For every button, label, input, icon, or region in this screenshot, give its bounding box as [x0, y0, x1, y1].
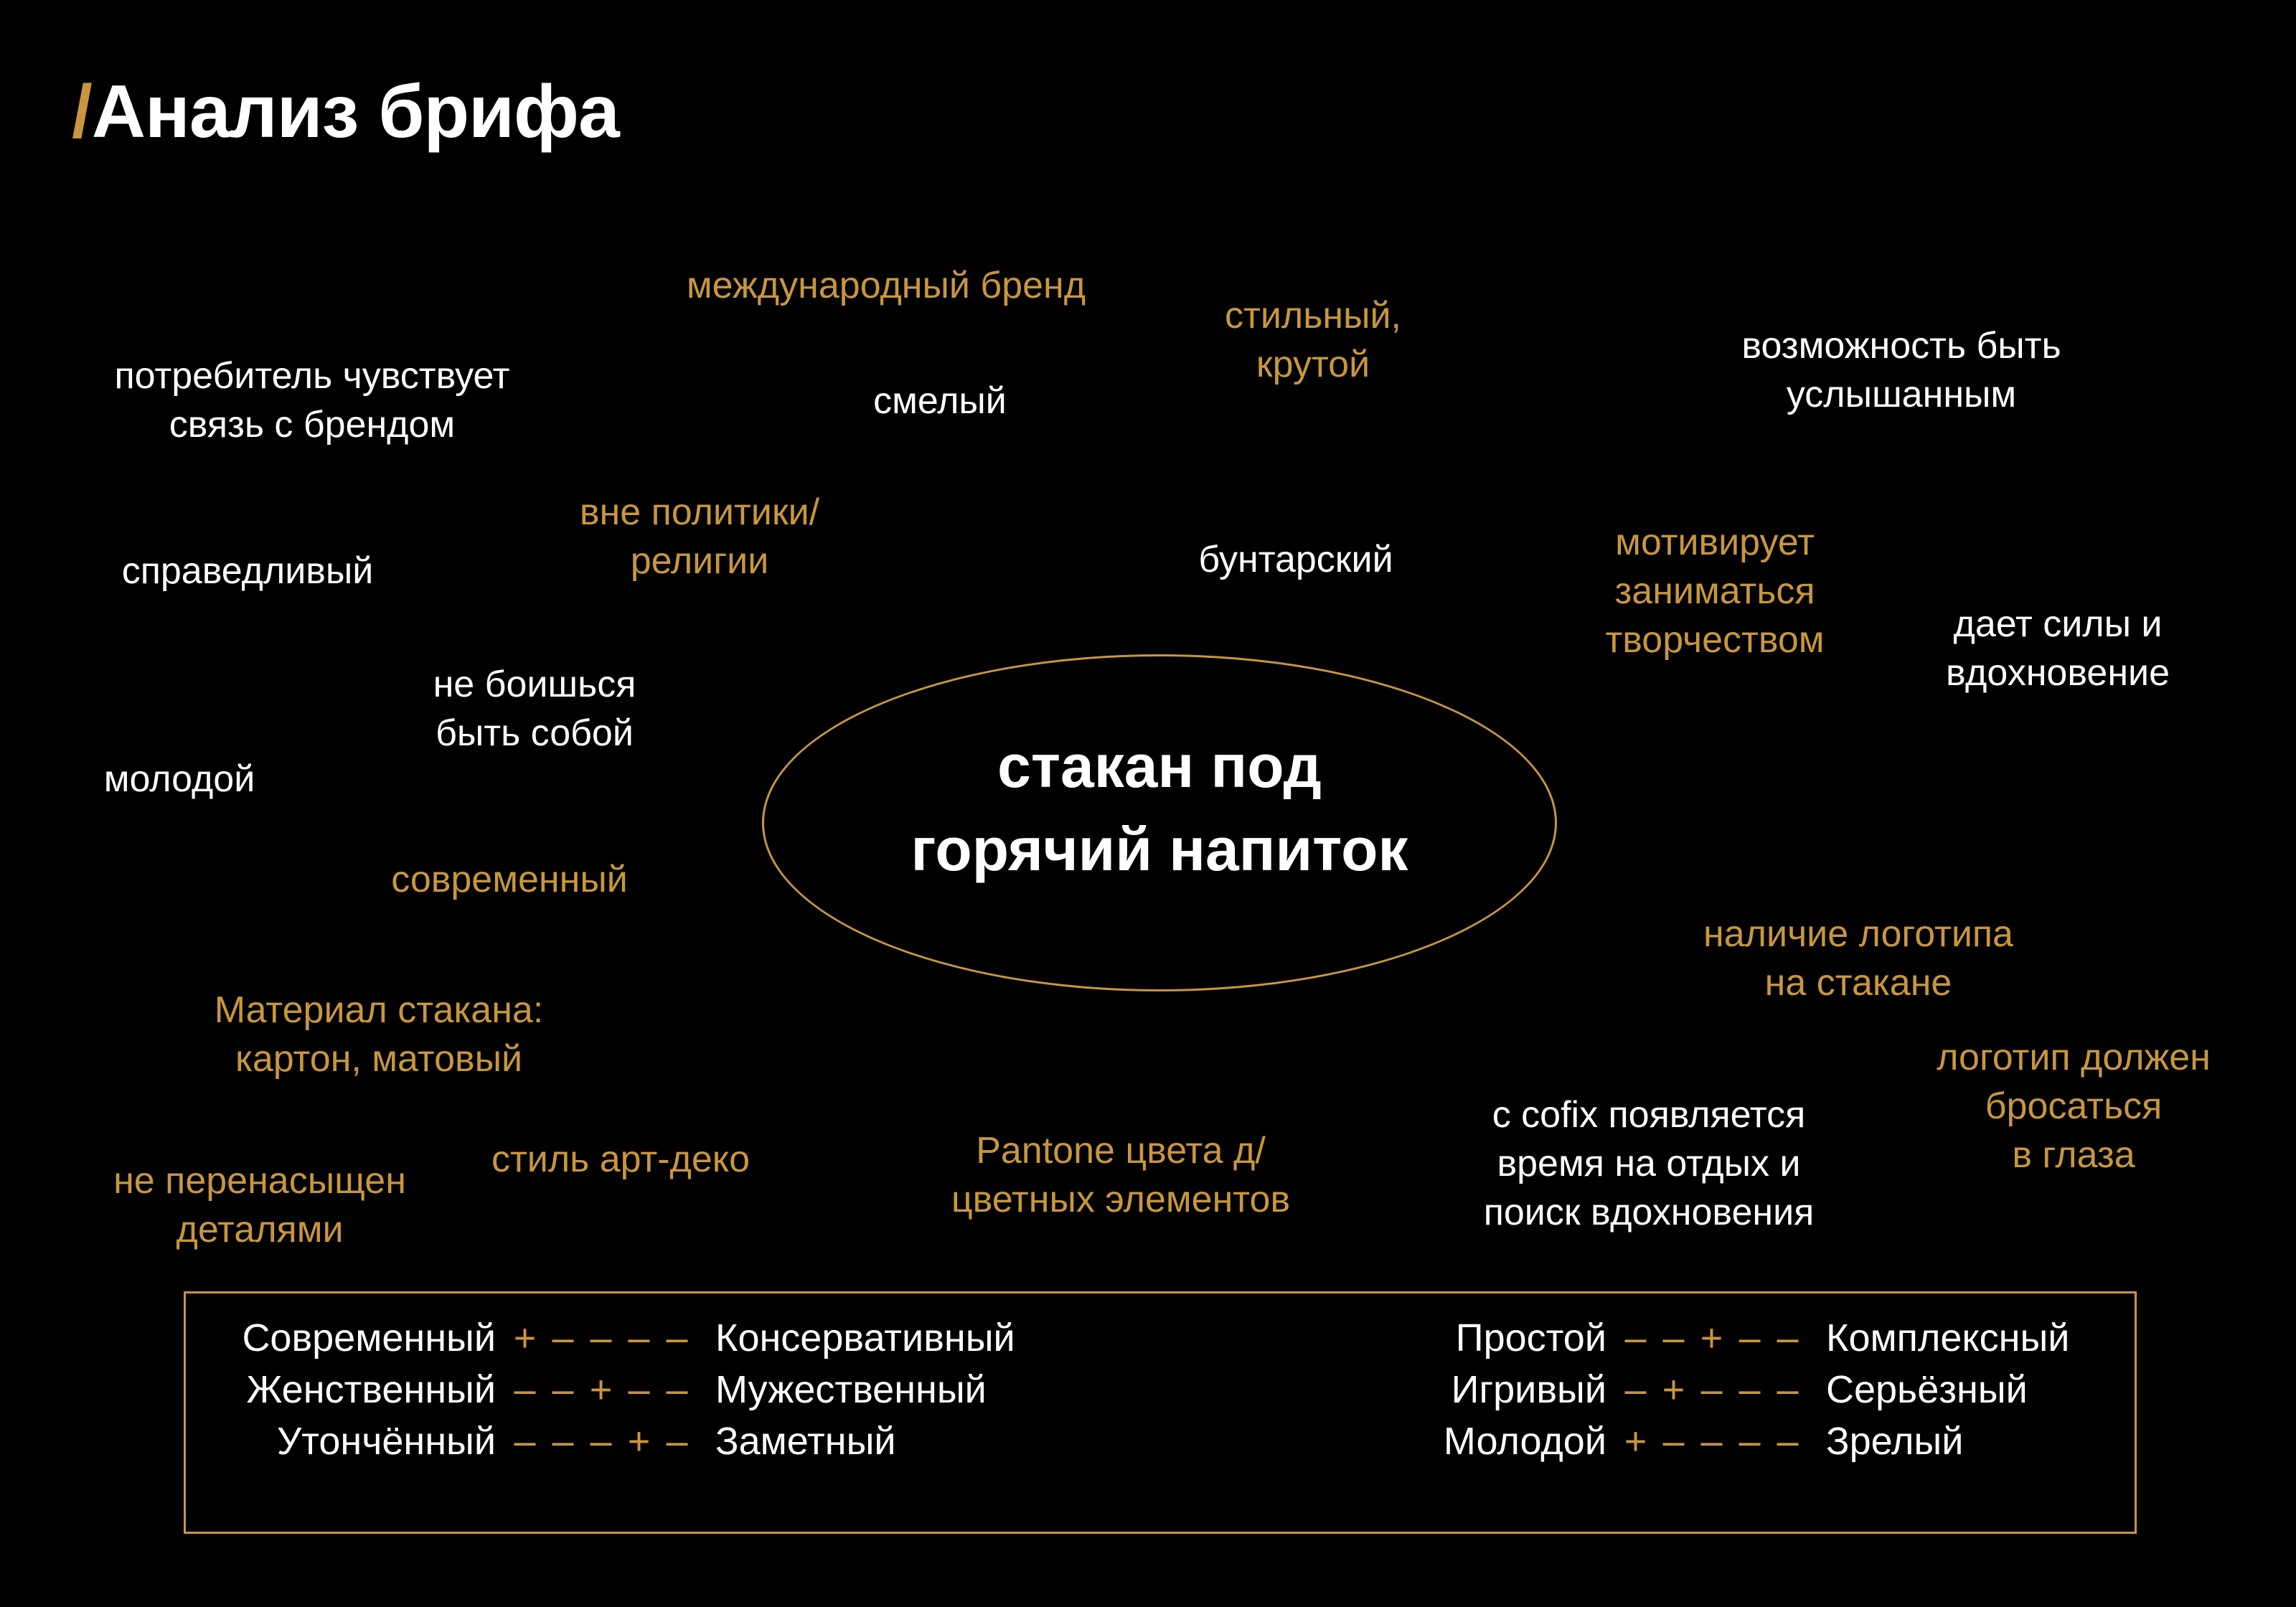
keyword-line: связь с брендом — [169, 404, 456, 446]
keyword — [580, 488, 819, 585]
keyword-line: возможность быть — [1741, 325, 2061, 367]
keyword-line: логотип должен — [1937, 1037, 2211, 1078]
scale-mark-selected: + — [513, 1316, 537, 1359]
scale-mark: – — [1777, 1316, 1799, 1359]
scale-left-label: Простой — [1455, 1316, 1606, 1359]
scale-mark: – — [1624, 1368, 1647, 1411]
keyword-line: время на отдых и — [1497, 1143, 1801, 1184]
title-slash: / — [72, 70, 92, 154]
keyword-line: международный бренд — [686, 265, 1086, 306]
scale-right-label: Комплексный — [1826, 1316, 2070, 1359]
scale-left-label: Женственный — [246, 1368, 496, 1411]
keyword-line: современный — [391, 859, 628, 900]
keyword — [113, 1156, 406, 1254]
keyword-line: наличие логотипа — [1703, 913, 2013, 955]
keyword-line: бросаться — [1985, 1085, 2163, 1127]
semantic-scales-box — [184, 1291, 2137, 1534]
keyword — [873, 377, 1007, 425]
scale-mark: – — [1624, 1316, 1647, 1359]
keyword-line: услышанным — [1786, 374, 2017, 415]
keyword — [122, 547, 374, 595]
keyword-line: потребитель чувствует — [114, 355, 510, 397]
scale-marks — [506, 1364, 696, 1415]
keyword-line: не боишься — [433, 664, 636, 705]
scale-mark-selected: + — [1624, 1420, 1647, 1463]
scale-mark: – — [1777, 1368, 1799, 1411]
scale-mark-selected: + — [1700, 1316, 1723, 1359]
keyword-line: стиль арт-деко — [491, 1139, 751, 1180]
keyword — [1946, 600, 2170, 697]
keyword-line: цветных элементов — [951, 1179, 1291, 1220]
keyword-line: крутой — [1256, 344, 1370, 385]
scale-left-label: Молодой — [1443, 1420, 1606, 1463]
keyword-line: вне политики/ — [579, 491, 820, 533]
scale-mark: – — [514, 1368, 536, 1411]
keyword — [104, 755, 255, 804]
keyword-line: быть собой — [436, 712, 634, 754]
scale-mark: – — [666, 1368, 688, 1411]
scale-right-label: Консервативный — [715, 1316, 1015, 1359]
scale-mark: – — [1739, 1420, 1761, 1463]
scale-mark: – — [1739, 1316, 1761, 1359]
scale-mark: – — [1662, 1316, 1685, 1359]
scale-marks — [506, 1312, 696, 1364]
keyword-line: не перенасыщен — [113, 1160, 406, 1202]
keyword-line: смелый — [873, 380, 1007, 422]
scale-mark-selected: + — [589, 1368, 613, 1411]
keyword — [951, 1126, 1290, 1224]
keyword-line: мотивирует — [1615, 522, 1815, 563]
keyword — [1741, 321, 2061, 419]
scale-mark-selected: + — [627, 1420, 651, 1463]
scale-left-label: Утончённый — [276, 1420, 496, 1463]
scale-left-label: Современный — [242, 1316, 496, 1359]
keyword-line: молодой — [103, 758, 255, 800]
keyword-line: дает силы и — [1953, 603, 2163, 645]
scale-mark: – — [590, 1316, 612, 1359]
scale-left-label: Игривый — [1451, 1368, 1606, 1411]
keyword — [1484, 1090, 1815, 1237]
scale-right-label: Заметный — [715, 1420, 896, 1463]
keyword-line: стильный, — [1225, 295, 1401, 336]
keyword — [114, 352, 509, 449]
scale-marks — [1617, 1364, 1807, 1415]
scale-mark: – — [1739, 1368, 1761, 1411]
scale-mark: – — [1700, 1368, 1723, 1411]
scale-mark: – — [666, 1420, 688, 1463]
keyword — [215, 986, 544, 1083]
keyword-line: заниматься — [1614, 570, 1815, 612]
keyword — [687, 261, 1086, 310]
scale-mark: – — [552, 1420, 574, 1463]
keyword-line: деталями — [176, 1209, 344, 1250]
keyword-line: Материал стакана: — [214, 989, 544, 1031]
page-title — [72, 70, 619, 154]
keyword-line: поиск вдохновения — [1483, 1192, 1815, 1233]
keyword — [433, 660, 636, 758]
keyword-line: вдохновение — [1946, 652, 2170, 694]
scale-right-label: Мужественный — [715, 1368, 987, 1411]
keyword — [1225, 291, 1401, 389]
keyword-line: творчеством — [1605, 619, 1825, 661]
keyword — [1937, 1033, 2211, 1179]
scale-mark: – — [628, 1316, 650, 1359]
scale-mark: – — [514, 1420, 536, 1463]
keyword — [1605, 518, 1824, 664]
scale-right-label: Зрелый — [1826, 1420, 1964, 1463]
scale-mark: – — [1662, 1420, 1685, 1463]
keyword-line: картон, матовый — [235, 1038, 523, 1080]
keyword — [1703, 910, 2013, 1007]
center-line-2: горячий напиток — [911, 816, 1408, 883]
scale-mark: – — [628, 1368, 650, 1411]
title-text: Анализ брифа — [91, 70, 619, 154]
keyword-line: Pantone цвета д/ — [976, 1130, 1266, 1172]
center-label — [762, 725, 1557, 891]
keyword — [491, 1135, 750, 1184]
keyword-line: справедливый — [121, 550, 374, 592]
keyword-line: в глаза — [2012, 1134, 2135, 1176]
center-line-1: стакан под — [997, 732, 1322, 800]
keyword-line: религии — [630, 540, 769, 582]
scale-marks — [1617, 1415, 1807, 1467]
scale-mark: – — [552, 1316, 574, 1359]
scale-mark: – — [590, 1420, 612, 1463]
scale-right-label: Серьёзный — [1826, 1368, 2028, 1411]
scale-mark: – — [552, 1368, 574, 1411]
keyword — [1198, 535, 1393, 584]
scale-marks — [1617, 1312, 1807, 1364]
scale-mark: – — [1700, 1420, 1723, 1463]
scale-mark: – — [666, 1316, 688, 1359]
scale-mark: – — [1777, 1420, 1799, 1463]
keyword-line: на стакане — [1764, 962, 1952, 1004]
scale-mark-selected: + — [1662, 1368, 1685, 1411]
scale-marks — [506, 1415, 696, 1467]
keyword — [391, 855, 628, 904]
keyword-line: бунтарский — [1198, 539, 1393, 580]
keyword-line: с cofix появляется — [1492, 1094, 1806, 1136]
